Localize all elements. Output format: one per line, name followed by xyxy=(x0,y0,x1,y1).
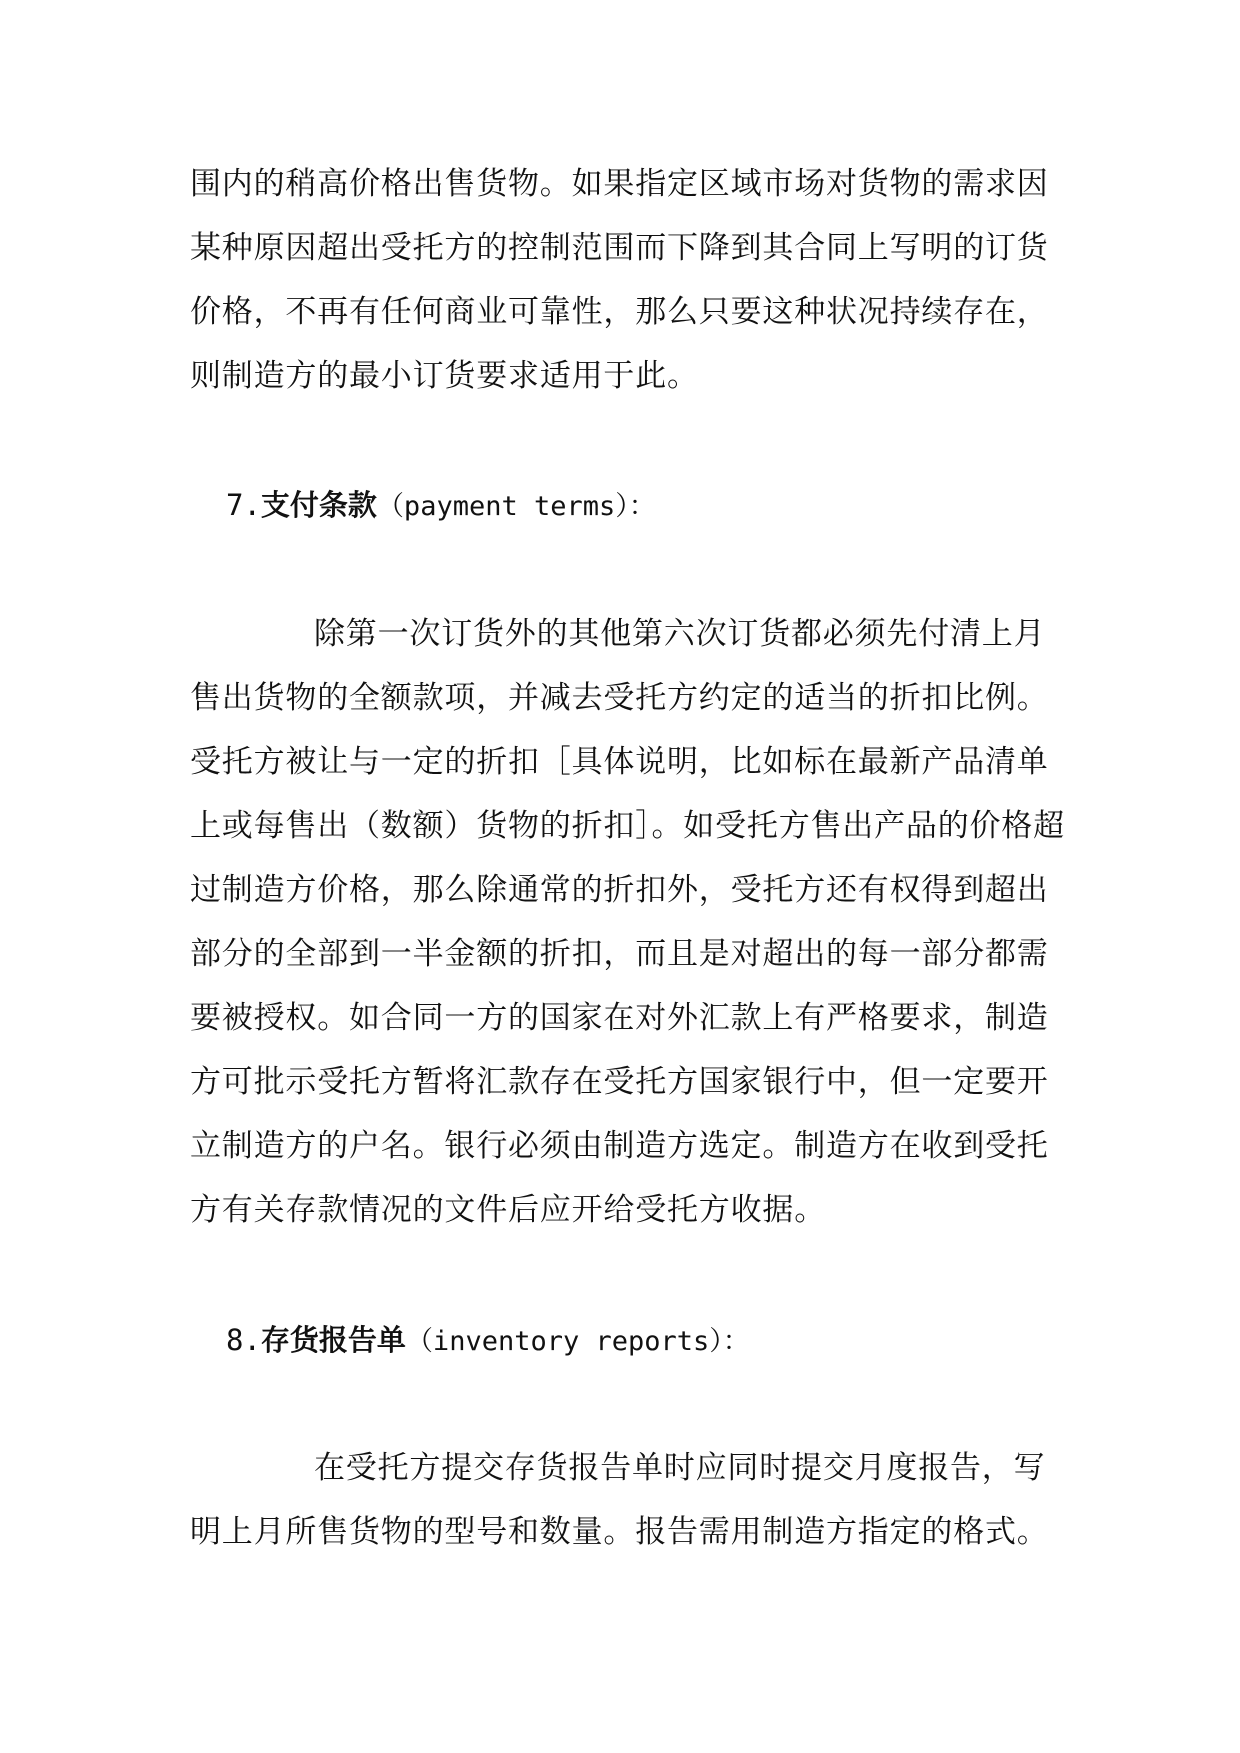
paragraph-1-line-3: 价格，不再有任何商业可靠性，那么只要这种状况持续存在， xyxy=(190,294,1049,330)
section-7-title-en: （payment terms）： xyxy=(376,491,656,522)
section-7-line-8: 方可批示受托方暂将汇款存在受托方国家银行中，但一定要开 xyxy=(190,1064,1049,1100)
section-7-heading xyxy=(226,485,656,525)
paragraph-1-line-2: 某种原因超出受托方的控制范围而下降到其合同上写明的订货 xyxy=(190,230,1049,266)
section-7-number: 7. xyxy=(226,488,261,522)
section-7-line-5: 过制造方价格，那么除通常的折扣外，受托方还有权得到超出 xyxy=(190,872,1049,908)
paragraph-1-line-4: 则制造方的最小订货要求适用于此。 xyxy=(190,358,699,394)
section-7-line-4: 上或每售出（数额）货物的折扣］。如受托方售出产品的价格超 xyxy=(190,808,1065,844)
section-8-title-cn: 存货报告单 xyxy=(260,1323,406,1357)
section-8-line-1: 在受托方提交存货报告单时应同时提交月度报告，写 xyxy=(314,1450,1046,1486)
paragraph-1-line-1: 围内的稍高价格出售货物。如果指定区域市场对货物的需求因 xyxy=(190,166,1049,202)
section-8-line-2: 明上月所售货物的型号和数量。报告需用制造方指定的格式。 xyxy=(190,1514,1049,1550)
section-8-title-en: （inventory reports）： xyxy=(405,1326,750,1357)
section-8-number: 8. xyxy=(226,1323,261,1357)
section-7-line-10: 方有关存款情况的文件后应开给受托方收据。 xyxy=(190,1192,826,1228)
section-7-line-3: 受托方被让与一定的折扣［具体说明，比如标在最新产品清单 xyxy=(190,744,1049,780)
section-7-line-7: 要被授权。如合同一方的国家在对外汇款上有严格要求，制造 xyxy=(190,1000,1049,1036)
section-7-title-cn: 支付条款 xyxy=(260,488,377,522)
section-7-line-6: 部分的全部到一半金额的折扣，而且是对超出的每一部分都需 xyxy=(190,936,1049,972)
section-7-line-2: 售出货物的全额款项，并减去受托方约定的适当的折扣比例。 xyxy=(190,680,1049,716)
section-7-line-9: 立制造方的户名。银行必须由制造方选定。制造方在收到受托 xyxy=(190,1128,1049,1164)
section-7-line-1: 除第一次订货外的其他第六次订货都必须先付清上月 xyxy=(314,616,1046,652)
section-8-heading xyxy=(226,1320,750,1360)
